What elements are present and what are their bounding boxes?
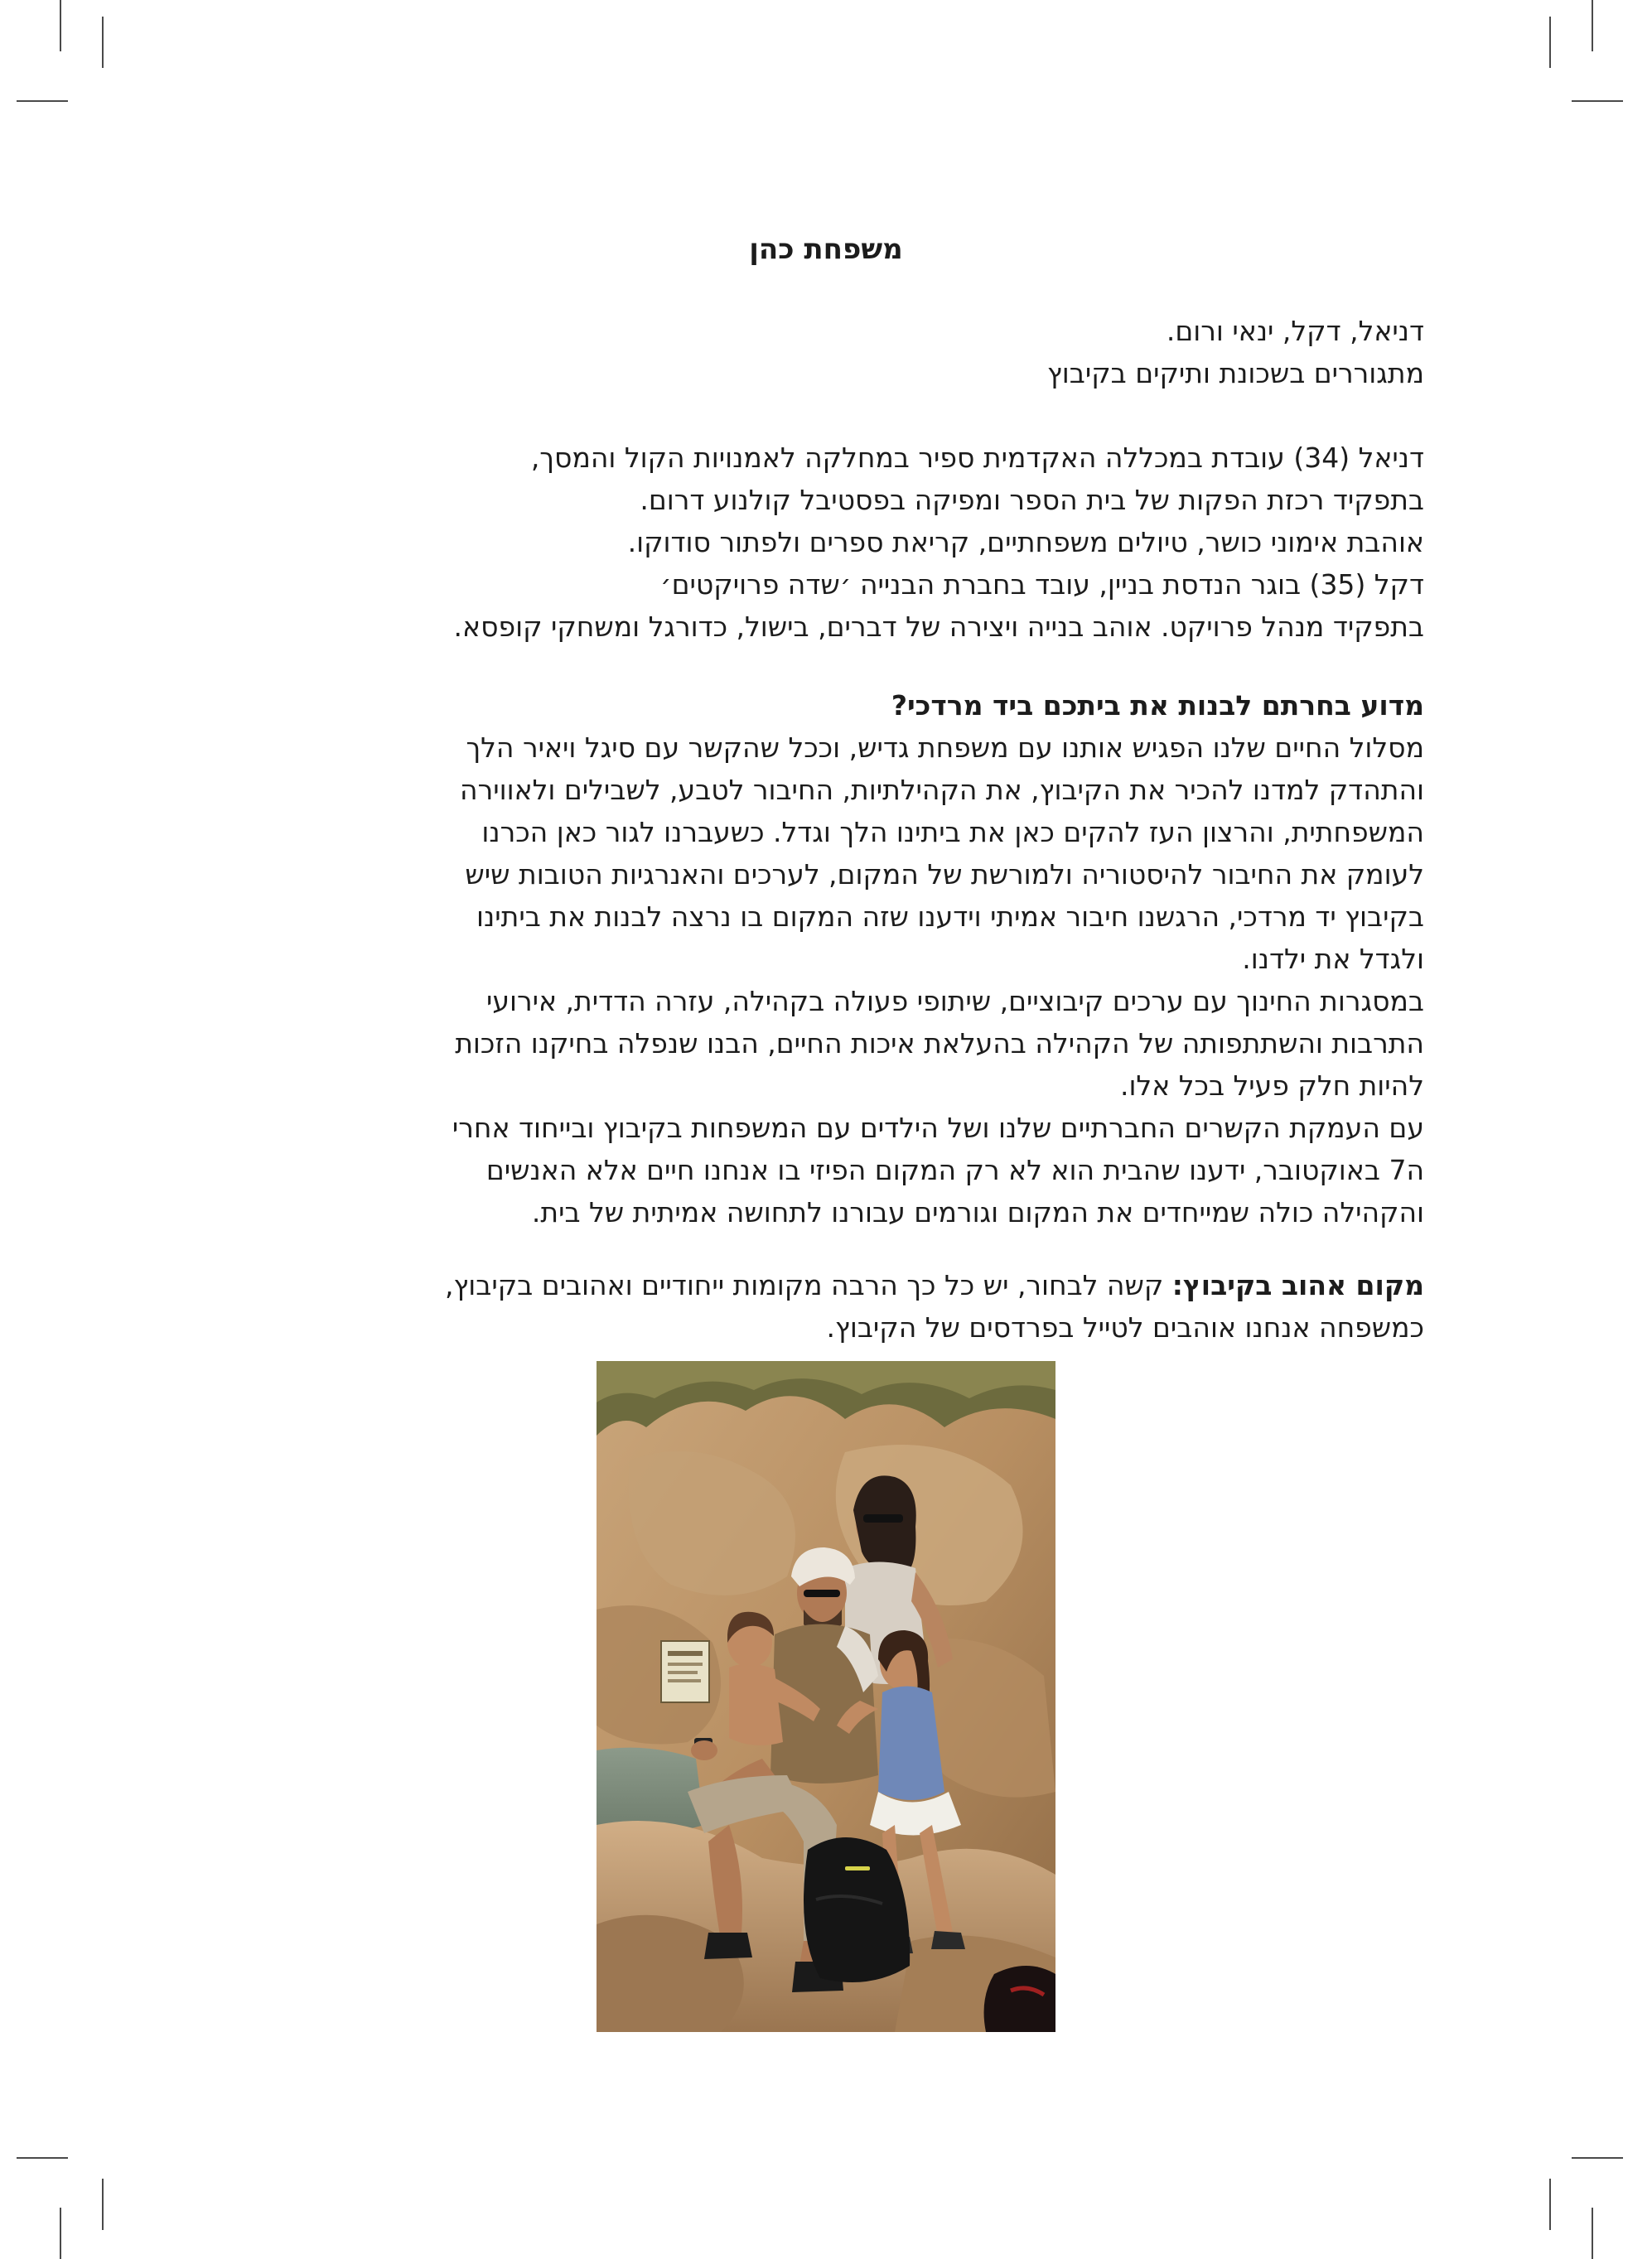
favorite-section (231, 1264, 1424, 1349)
intro-line: מתגוררים בשכונת ותיקים בקיבוץ (1047, 357, 1424, 389)
crop-mark (1572, 100, 1623, 102)
crop-mark (1572, 2157, 1623, 2159)
why-line: ולגדל את ילדנו. (1242, 943, 1424, 975)
favorite-text: קשה לבחור, יש כל כך הרבה מקומות ייחודיים ואהובים בקיבוץ, (444, 1269, 1172, 1301)
crop-mark (1549, 2179, 1551, 2230)
intro-block (231, 310, 1424, 394)
family-photo (597, 1361, 1055, 2032)
why-line: במסגרות החינוך עם ערכים קיבוציים, שיתופי פעולה בקהילה, עזרה הדדית, אירועי (485, 985, 1424, 1017)
why-line: התרבות והשתתפותה של הקהילה בהעלאת איכות החיים, הבנו שנפלה בחיקנו הזכות (455, 1027, 1424, 1060)
bio-line: בתפקיד מנהל פרויקט. אוהב בנייה ויצירה של דברים, בישול, כדורגל ומשחקי קופסא. (453, 611, 1424, 643)
bio-block (231, 437, 1424, 648)
favorite-line (231, 1264, 1424, 1306)
bio-line: אוהבת אימוני כושר, טיולים משפחתיים, קריאת ספרים ולפתור סודוקו. (627, 526, 1424, 558)
why-line: עם העמקת הקשרים החברתיים שלנו ושל הילדים עם המשפחות בקיבוץ ובייחוד אחרי (452, 1112, 1424, 1144)
favorite-label: מקום אהוב בקיבוץ: (1171, 1269, 1424, 1301)
why-line: בקיבוץ יד מרדכי, הרגשנו חיבור אמיתי וידענו שזה המקום בו נרצה לבנות את ביתינו (476, 900, 1424, 933)
crop-mark (60, 2208, 61, 2259)
crop-mark (17, 2157, 68, 2159)
bio-line: דקל (35) בוגר הנדסת בניין, עובד בחברת הבנייה ׳שדה פרויקטים׳ (659, 568, 1424, 601)
crop-mark (1592, 0, 1593, 51)
bio-line: דניאל (34) עובדת במכללה האקדמית ספיר במחלקה לאמנויות הקול והמסך, (530, 442, 1424, 474)
bio-line: בתפקיד רכזת הפקות של בית הספר ומפיקה בפסטיבל קולנוע דרום. (640, 484, 1424, 516)
crop-mark (1592, 2208, 1593, 2259)
why-line: המשפחתית, והרצון העז להקים כאן את ביתינו הלך וגדל. כשעברנו לגור כאן הכרנו (481, 816, 1424, 848)
why-line: והתהדק למדנו להכיר את הקיבוץ, את הקהילתיות, החיבור לטבע, לשבילים ולאווירה (460, 774, 1424, 806)
why-line: לעומק את החיבור להיסטוריה ולמורשת של המקום, לערכים והאנרגיות הטובות שיש (465, 858, 1424, 891)
why-heading: מדוע בחרתם לבנות את ביתכם ביד מרדכי? (891, 689, 1424, 722)
crop-mark (102, 2179, 104, 2230)
why-section (231, 684, 1424, 1233)
crop-mark (60, 0, 61, 51)
why-line: מסלול החיים שלנו הפגיש אותנו עם משפחת גדיש, וככל שהקשר עם סיגל ויאיר הלך (466, 731, 1424, 764)
crop-mark (17, 100, 68, 102)
family-photo-illustration (597, 1361, 1055, 2032)
intro-line: דניאל, דקל, ינאי ורום. (1166, 315, 1424, 347)
favorite-line: כמשפחה אנחנו אוהבים לטייל בפרדסים של הקיבוץ. (826, 1311, 1424, 1344)
crop-mark (102, 17, 104, 68)
why-line: ה7 באוקטובר, ידענו שהבית הוא לא רק המקום הפיזי בו אנחנו חיים אלא האנשים (485, 1154, 1424, 1186)
why-line: להיות חלק פעיל בכל אלו. (1119, 1069, 1424, 1102)
crop-mark (1549, 17, 1551, 68)
why-line: והקהילה כולה שמייחדים את המקום וגורמים עבורנו לתחושה אמיתית של בית. (531, 1196, 1424, 1228)
page-title: משפחת כהן (749, 233, 903, 266)
